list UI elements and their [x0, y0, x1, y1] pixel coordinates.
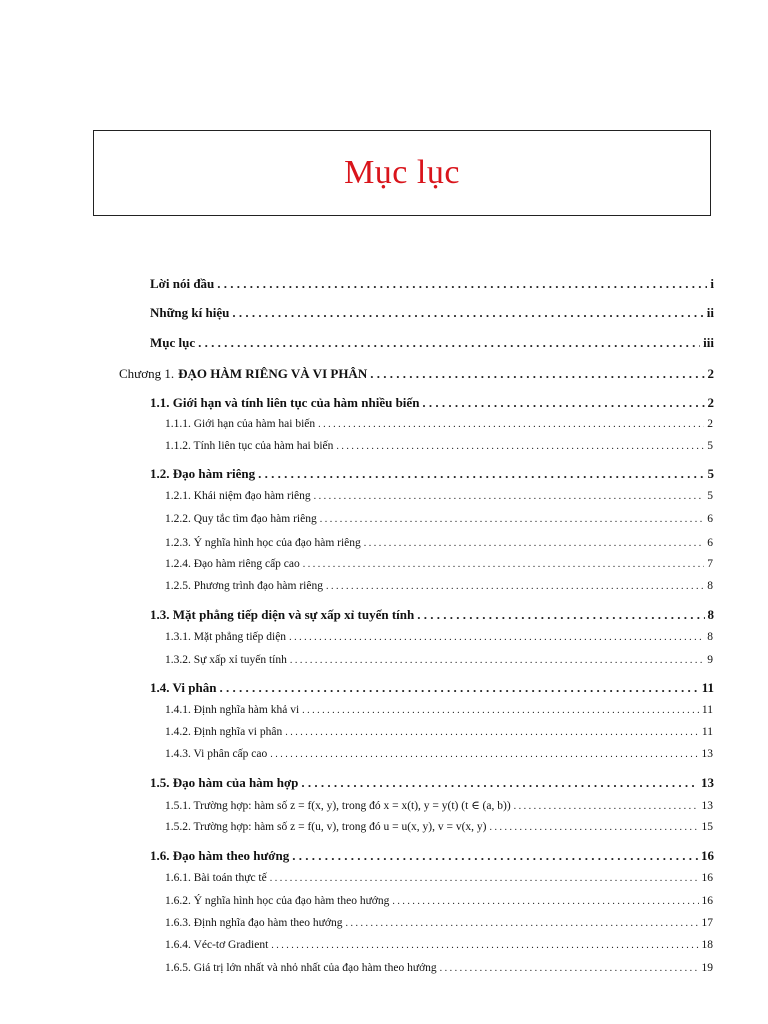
leader-dots: [303, 558, 704, 570]
toc-page-number: 11: [701, 726, 713, 738]
toc-entry-label: 1.5.2. Trường hợp: hàm số z = f(u, v), trong đó u = u(x, y), v = v(x, y): [165, 821, 487, 833]
toc-entry-label: 1.4.3. Vi phân cấp cao: [165, 748, 268, 760]
toc-entry-section[interactable]: [150, 395, 714, 411]
toc-page-number: 6: [707, 513, 713, 525]
toc-entry-label: 1.4. Vi phân: [150, 680, 217, 695]
leader-dots: [336, 440, 704, 452]
toc-entry-label: 1.2.5. Phương trình đạo hàm riêng: [165, 580, 323, 592]
toc-entry-label: 1.6.1. Bài toán thực tế: [165, 872, 267, 884]
toc-page-number: ii: [706, 305, 714, 320]
toc-page-number: 18: [701, 939, 713, 951]
toc-entry-label: 1.4.1. Định nghĩa hàm khả vi: [165, 704, 300, 716]
toc-entry-label: 1.2.3. Ý nghĩa hình học của đạo hàm riêng: [165, 537, 361, 549]
toc-entry-subsection[interactable]: [165, 962, 713, 974]
toc-page-number: 11: [701, 704, 713, 716]
toc-entry-subsection[interactable]: [165, 895, 713, 907]
toc-entry-subsection[interactable]: [165, 654, 713, 666]
toc-page-number: 2: [707, 366, 714, 381]
toc-entry-label: Những kí hiệu: [150, 305, 230, 320]
toc-page-number: iii: [703, 335, 714, 350]
leader-dots: [270, 748, 698, 760]
toc-entry-subsection[interactable]: [165, 939, 713, 951]
toc-entry-section[interactable]: [150, 680, 714, 696]
toc-page-number: 9: [707, 654, 713, 666]
leader-dots: [219, 680, 698, 696]
toc-entry-notation[interactable]: [150, 305, 714, 321]
toc-entry-label: Mục lục: [150, 335, 196, 350]
toc-page-number: 13: [701, 748, 713, 760]
chapter-prefix: Chương 1.: [119, 366, 175, 381]
toc-entry-section[interactable]: [150, 775, 714, 791]
toc-page-number: 17: [701, 917, 713, 929]
toc-entry-label: 1.6.4. Véc-tơ Gradient: [165, 939, 269, 951]
leader-dots: [302, 704, 699, 716]
toc-page-number: 8: [707, 580, 713, 592]
toc-entry-chapter-1[interactable]: [119, 366, 714, 382]
toc-entry-subsection[interactable]: [165, 917, 713, 929]
toc-entry-contents[interactable]: [150, 335, 714, 351]
toc-entry-subsection[interactable]: [165, 440, 713, 452]
toc-page-number: 5: [707, 490, 713, 502]
toc-entry-label: 1.4.2. Định nghĩa vi phân: [165, 726, 283, 738]
chapter-title: ĐẠO HÀM RIÊNG VÀ VI PHÂN: [178, 366, 368, 381]
leader-dots: [364, 537, 704, 549]
leader-dots: [345, 917, 698, 929]
toc-entry-subsection[interactable]: [165, 748, 713, 760]
toc-entry-subsection[interactable]: [165, 490, 713, 502]
toc-entry-label: 1.6.5. Giá trị lớn nhất và nhỏ nhất của đạo hàm theo hướng: [165, 962, 437, 974]
toc-entry-subsection[interactable]: [165, 558, 713, 570]
leader-dots: [318, 418, 704, 430]
toc-entry-label: [119, 366, 367, 382]
toc-page-number: 7: [707, 558, 713, 570]
toc-entry-subsection[interactable]: [165, 704, 713, 716]
toc-entry-subsection[interactable]: [165, 631, 713, 643]
toc-page-number: 2: [707, 395, 714, 410]
toc-entry-subsection[interactable]: [165, 537, 713, 549]
toc-page-number: 13: [701, 800, 713, 812]
toc-entry-preface[interactable]: [150, 276, 714, 292]
toc-entry-subsection[interactable]: [165, 798, 713, 812]
toc-page-number: 5: [707, 466, 714, 481]
toc-page-number: 11: [701, 680, 714, 695]
leader-dots: [326, 580, 704, 592]
leader-dots: [320, 513, 705, 525]
leader-dots: [301, 775, 698, 791]
toc-entry-label: 1.3.2. Sự xấp xỉ tuyến tính: [165, 654, 287, 666]
toc-entry-subsection[interactable]: [165, 821, 713, 833]
toc-page-number: 13: [701, 775, 714, 790]
toc-entry-subsection[interactable]: [165, 418, 713, 430]
toc-entry-label: 1.2.2. Quy tắc tìm đạo hàm riêng: [165, 513, 317, 525]
toc-entry-subsection[interactable]: [165, 580, 713, 592]
leader-dots: [370, 366, 704, 382]
toc-entry-subsection[interactable]: [165, 513, 713, 525]
toc-entry-subsection[interactable]: [165, 726, 713, 738]
toc-entry-section[interactable]: [150, 848, 714, 864]
toc-entry-label: 1.1.1. Giới hạn của hàm hai biến: [165, 418, 316, 430]
toc-entry-label: 1.1.2. Tính liên tục của hàm hai biến: [165, 440, 334, 452]
leader-dots: [198, 335, 700, 351]
leader-dots: [217, 276, 707, 292]
toc-entry-label: 1.3.1. Mặt phẳng tiếp diện: [165, 631, 287, 643]
toc-page-number: 19: [701, 962, 713, 974]
toc-entry-label: Lời nói đầu: [150, 276, 215, 291]
toc-page-number: 16: [701, 872, 713, 884]
toc-entry-subsection[interactable]: [165, 872, 713, 884]
toc-entry-label: 1.3. Mặt phẳng tiếp diện và sự xấp xỉ tuyến tính: [150, 607, 415, 622]
toc-entry-label: 1.2.4. Đạo hàm riêng cấp cao: [165, 558, 300, 570]
leader-dots: [290, 654, 704, 666]
toc-entry-label: 1.2.1. Khái niệm đạo hàm riêng: [165, 490, 311, 502]
toc-entry-section[interactable]: [150, 607, 714, 623]
toc-page-number: 16: [701, 895, 713, 907]
leader-dots: [440, 962, 699, 974]
leader-dots: [292, 848, 698, 864]
leader-dots: [271, 939, 698, 951]
toc-page-number: 2: [707, 418, 713, 430]
toc-entry-label: 1.1. Giới hạn và tính liên tục của hàm nhiều biến: [150, 395, 420, 410]
toc-page-number: 5: [707, 440, 713, 452]
toc-page-number: 6: [707, 537, 713, 549]
toc-entry-label: 1.6. Đạo hàm theo hướng: [150, 848, 290, 863]
toc-entry-label: 1.2. Đạo hàm riêng: [150, 466, 256, 481]
toc-entry-label: 1.5.1. Trường hợp: hàm số z = f(x, y), trong đó x = x(t), y = y(t) (t ∈ (a, b)): [165, 800, 511, 812]
leader-dots: [258, 466, 704, 482]
toc-page-number: 16: [701, 848, 714, 863]
leader-dots: [392, 895, 698, 907]
toc-page-number: 8: [707, 631, 713, 643]
leader-dots: [417, 607, 704, 623]
leader-dots: [285, 726, 699, 738]
leader-dots: [514, 800, 699, 812]
toc-page-number: 15: [701, 821, 713, 833]
leader-dots: [232, 305, 703, 321]
leader-dots: [490, 821, 699, 833]
leader-dots: [289, 631, 704, 643]
toc-entry-section[interactable]: [150, 466, 714, 482]
leader-dots: [314, 490, 705, 502]
toc-page-number: 8: [707, 607, 714, 622]
toc-entry-label: 1.5. Đạo hàm của hàm hợp: [150, 775, 299, 790]
leader-dots: [270, 872, 699, 884]
page-title: Mục lục: [344, 154, 460, 191]
toc-entry-label: 1.6.3. Định nghĩa đạo hàm theo hướng: [165, 917, 343, 929]
toc-entry-label: 1.6.2. Ý nghĩa hình học của đạo hàm theo hướng: [165, 895, 390, 907]
toc-page-number: i: [710, 276, 714, 291]
leader-dots: [422, 395, 704, 411]
